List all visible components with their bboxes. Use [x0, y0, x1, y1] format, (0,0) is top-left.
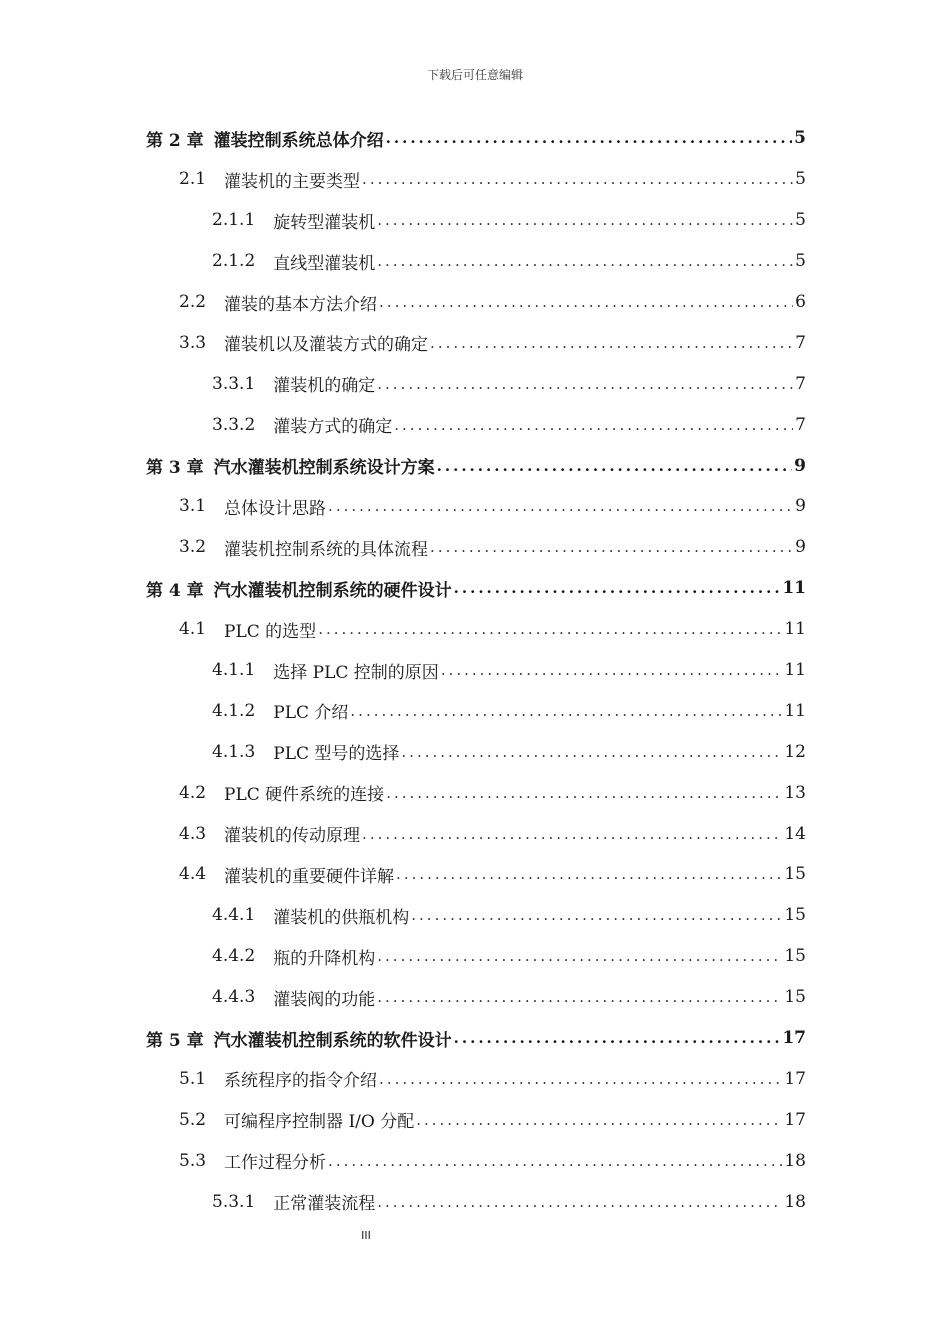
toc-entry-number: 第 4 章	[146, 580, 204, 601]
toc-entry[interactable]	[146, 609, 806, 650]
toc-entry-number: 3.3	[179, 332, 207, 353]
dot-leader	[318, 620, 782, 638]
toc-entry-title: PLC 硬件系统的连接	[224, 785, 385, 806]
toc-entry-number: 4.3	[179, 823, 207, 844]
dot-leader	[328, 497, 793, 515]
toc-entry-title: 灌装阀的功能	[273, 989, 376, 1010]
toc-entry-page: 13	[784, 782, 806, 803]
toc-entry-page: 18	[784, 1191, 806, 1212]
dot-leader	[377, 211, 793, 229]
toc-entry-page: 7	[795, 373, 806, 394]
dot-leader	[437, 457, 792, 475]
toc-entry-title: 灌装机的重要硬件详解	[224, 866, 395, 887]
toc-entry[interactable]	[146, 404, 806, 445]
toc-entry-title: 灌装机以及灌装方式的确定	[224, 335, 429, 356]
toc-entry-number: 3.2	[179, 537, 207, 558]
toc-entry-number: 4.1	[179, 619, 207, 640]
toc-entry-number: 4.1.3	[212, 741, 256, 762]
toc-entry-title: 汽水灌装机控制系统设计方案	[213, 458, 435, 479]
toc-entry-page: 17	[784, 1109, 806, 1130]
toc-entry-title: 灌装机的传动原理	[224, 826, 361, 847]
toc-entry-title: 总体设计思路	[224, 498, 327, 519]
toc-entry-page: 9	[795, 537, 806, 558]
dot-leader	[441, 661, 783, 679]
dot-leader	[379, 293, 793, 311]
toc-entry-title: PLC 的选型	[224, 621, 317, 642]
dot-leader	[416, 1111, 782, 1129]
toc-entry-number: 4.1.1	[212, 660, 256, 681]
toc-entry-page: 17	[784, 1068, 806, 1089]
dot-leader	[377, 252, 793, 270]
dot-leader	[379, 1070, 782, 1088]
toc-entry-number: 4.4.3	[212, 987, 256, 1008]
toc-entry-page: 5	[795, 251, 806, 272]
toc-entry-title: 灌装方式的确定	[273, 417, 393, 438]
toc-entry-number: 2.1.1	[212, 210, 256, 231]
toc-entry[interactable]	[146, 1181, 806, 1222]
toc-entry-number: 5.1	[179, 1068, 207, 1089]
toc-entry[interactable]	[146, 445, 806, 486]
toc-entry[interactable]	[146, 200, 806, 241]
toc-entry-number: 第 3 章	[146, 458, 204, 479]
toc-entry[interactable]	[146, 282, 806, 323]
toc-entry[interactable]	[146, 1099, 806, 1140]
toc-entry-title: 瓶的升降机构	[273, 948, 376, 969]
toc-entry-number: 3.1	[179, 496, 207, 517]
toc-entry[interactable]	[146, 527, 806, 568]
dot-leader	[386, 129, 792, 147]
toc-entry-number: 5.3.1	[212, 1191, 256, 1212]
toc-entry[interactable]	[146, 895, 806, 936]
toc-entry-number: 第 5 章	[146, 1030, 204, 1051]
dot-leader	[386, 784, 782, 802]
toc-entry[interactable]	[146, 690, 806, 731]
toc-entry-page: 5	[794, 128, 806, 149]
toc-entry[interactable]	[146, 1058, 806, 1099]
toc-entry[interactable]	[146, 1018, 806, 1059]
dot-leader	[377, 1193, 782, 1211]
toc-entry-title: 汽水灌装机控制系统的硬件设计	[213, 580, 452, 601]
page-number-footer: III	[361, 1229, 371, 1242]
dot-leader	[377, 947, 782, 965]
toc-entry-page: 7	[795, 414, 806, 435]
toc-entry-number: 第 2 章	[146, 130, 204, 151]
dot-leader	[377, 375, 793, 393]
toc-entry-title: 选择 PLC 控制的原因	[273, 662, 439, 683]
toc-entry-page: 5	[795, 210, 806, 231]
dot-leader	[401, 743, 782, 761]
dot-leader	[411, 906, 782, 924]
toc-entry-page: 14	[784, 823, 806, 844]
toc-entry[interactable]	[146, 486, 806, 527]
toc-entry-page: 12	[784, 741, 806, 762]
toc-entry[interactable]	[146, 854, 806, 895]
toc-entry-title: PLC 介绍	[273, 703, 349, 724]
dot-leader	[362, 825, 782, 843]
toc-entry[interactable]	[146, 813, 806, 854]
toc-entry-title: PLC 型号的选择	[273, 744, 400, 765]
table-of-contents	[146, 118, 806, 1222]
toc-entry[interactable]	[146, 118, 806, 159]
toc-entry-number: 4.4.1	[212, 905, 256, 926]
toc-entry[interactable]	[146, 568, 806, 609]
toc-entry[interactable]	[146, 650, 806, 691]
toc-entry-title: 灌装机的供瓶机构	[273, 907, 410, 928]
toc-entry[interactable]	[146, 322, 806, 363]
toc-entry[interactable]	[146, 772, 806, 813]
toc-entry-title: 工作过程分析	[224, 1153, 327, 1174]
toc-entry-page: 9	[794, 455, 806, 476]
page-header: 下载后可任意编辑	[426, 68, 523, 82]
toc-entry-page: 17	[782, 1028, 806, 1049]
toc-entry-page: 5	[795, 169, 806, 190]
toc-entry-number: 4.4	[179, 864, 207, 885]
toc-entry-title: 旋转型灌装机	[273, 212, 376, 233]
dot-leader	[396, 865, 782, 883]
toc-entry-page: 7	[795, 332, 806, 353]
toc-entry-page: 11	[784, 660, 806, 681]
toc-entry-number: 3.3.1	[212, 373, 256, 394]
dot-leader	[430, 334, 793, 352]
toc-entry-number: 4.1.2	[212, 700, 256, 721]
toc-entry-number: 2.2	[179, 292, 207, 312]
toc-entry-number: 3.3.2	[212, 414, 256, 435]
toc-entry[interactable]	[146, 363, 806, 404]
toc-entry-page: 15	[784, 864, 806, 885]
toc-entry-title: 可编程序控制器 I/O 分配	[224, 1112, 415, 1133]
toc-entry-page: 9	[795, 496, 806, 517]
toc-entry-page: 15	[784, 946, 806, 967]
dot-leader	[377, 988, 782, 1006]
toc-entry-number: 5.3	[179, 1150, 207, 1171]
toc-entry[interactable]	[146, 1140, 806, 1181]
toc-entry-title: 灌装机控制系统的具体流程	[224, 539, 429, 560]
toc-entry[interactable]	[146, 977, 806, 1018]
toc-entry-page: 15	[784, 905, 806, 926]
dot-leader	[350, 702, 782, 720]
toc-entry-page: 11	[784, 700, 806, 721]
dot-leader	[454, 579, 781, 597]
toc-entry-number: 5.2	[179, 1109, 207, 1130]
toc-entry-title: 灌装控制系统总体介绍	[213, 130, 384, 151]
toc-entry-number: 2.1.2	[212, 251, 256, 272]
toc-entry-title: 灌装机的主要类型	[224, 171, 361, 192]
toc-entry-page: 18	[784, 1150, 806, 1171]
dot-leader	[362, 170, 793, 188]
toc-entry-page: 15	[784, 987, 806, 1008]
toc-entry-title: 系统程序的指令介绍	[224, 1071, 378, 1092]
dot-leader	[430, 538, 793, 556]
dot-leader	[394, 416, 793, 434]
toc-entry[interactable]	[146, 241, 806, 282]
toc-entry-title: 正常灌装流程	[273, 1194, 376, 1215]
toc-entry-page: 6	[795, 292, 806, 312]
toc-entry-title: 灌装的基本方法介绍	[224, 294, 378, 315]
toc-entry-title: 汽水灌装机控制系统的软件设计	[213, 1030, 452, 1051]
toc-entry[interactable]	[146, 159, 806, 200]
toc-entry-page: 11	[782, 578, 806, 599]
toc-entry-number: 2.1	[179, 169, 207, 190]
dot-leader	[328, 1152, 782, 1170]
toc-entry-number: 4.2	[179, 782, 207, 803]
toc-entry-title: 直线型灌装机	[273, 253, 376, 274]
toc-entry[interactable]	[146, 731, 806, 772]
toc-entry-title: 灌装机的确定	[273, 376, 376, 397]
dot-leader	[454, 1029, 781, 1047]
toc-entry[interactable]	[146, 936, 806, 977]
toc-entry-page: 11	[784, 619, 806, 640]
toc-entry-number: 4.4.2	[212, 946, 256, 967]
